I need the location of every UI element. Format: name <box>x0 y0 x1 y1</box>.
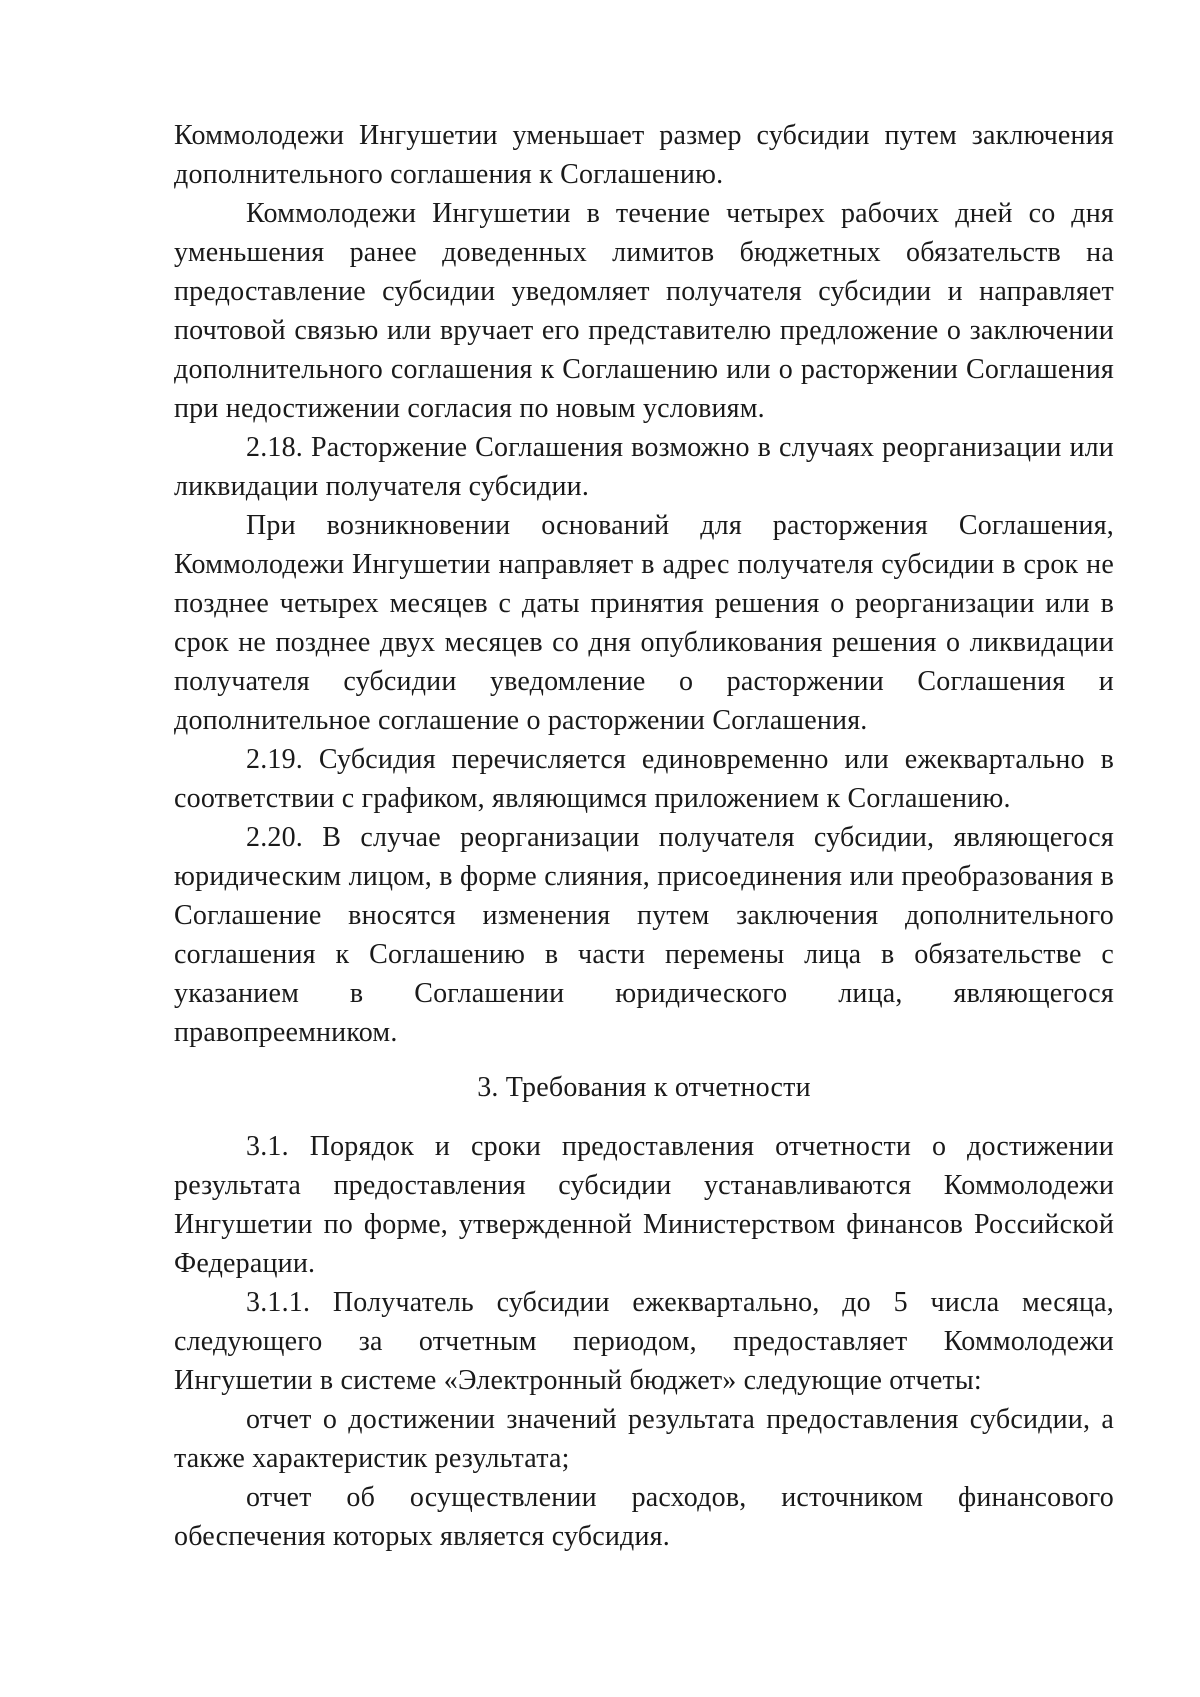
paragraph-2-20: 2.20. В случае реорганизации получателя субсидии, являющегося юридическим лицом, в форме слияния, присоединения или преобразования в Соглашение вносятся изменения путем заключения дополнительного соглашения к Соглашению в части перемены лица в обязательстве с указанием в Соглашении юридического лица, являющегося правопреемником. <box>174 822 1114 1048</box>
paragraph-3-1-1: 3.1.1. Получатель субсидии ежеквартально, до 5 числа месяца, следующего за отчетным периодом, предоставляет Коммолодежи Ингушетии в системе «Электронный бюджет» следующие отчеты: <box>174 1287 1114 1396</box>
section-heading-reporting: 3. Требования к отчетности <box>477 1072 811 1103</box>
paragraph-2-18: 2.18. Расторжение Соглашения возможно в случаях реорганизации или ликвидации получателя субсидии. <box>174 432 1114 502</box>
paragraph-report-expenses: отчет об осуществлении расходов, источником финансового обеспечения которых является субсидия. <box>174 1482 1114 1552</box>
paragraph-3-1: 3.1. Порядок и сроки предоставления отчетности о достижении результата предоставления субсидии устанавливаются Коммолодежи Ингушетии по форме, утвержденной Министерством финансов Российской Федерации. <box>174 1131 1114 1279</box>
paragraph-termination-grounds: При возникновении оснований для расторжения Соглашения, Коммолодежи Ингушетии направляет в адрес получателя субсидии в срок не позднее четырех месяцев с даты принятия решения о реорганизации или в срок не позднее двух месяцев со дня опубликования решения о ликвидации получателя субсидии уведомление о расторжении Соглашения и дополнительное соглашение о расторжении Соглашения. <box>174 510 1114 736</box>
paragraph-notification-limits: Коммолодежи Ингушетии в течение четырех рабочих дней со дня уменьшения ранее доведенных лимитов бюджетных обязательств на предоставление субсидии уведомляет получателя субсидии и направляет почтовой связью или вручает его представителю предложение о заключении дополнительного соглашения к Соглашению или о расторжении Соглашения при недостижении согласия по новым условиям. <box>174 198 1114 424</box>
paragraph-report-results: отчет о достижении значений результата предоставления субсидии, а также характеристик результата; <box>174 1404 1114 1474</box>
paragraph-reduce-subsidy: Коммолодежи Ингушетии уменьшает размер субсидии путем заключения дополнительного соглашения к Соглашению. <box>174 120 1114 190</box>
document-body <box>174 116 1114 1556</box>
paragraph-2-19: 2.19. Субсидия перечисляется единовременно или ежеквартально в соответствии с графиком, являющимся приложением к Соглашению. <box>174 744 1114 814</box>
